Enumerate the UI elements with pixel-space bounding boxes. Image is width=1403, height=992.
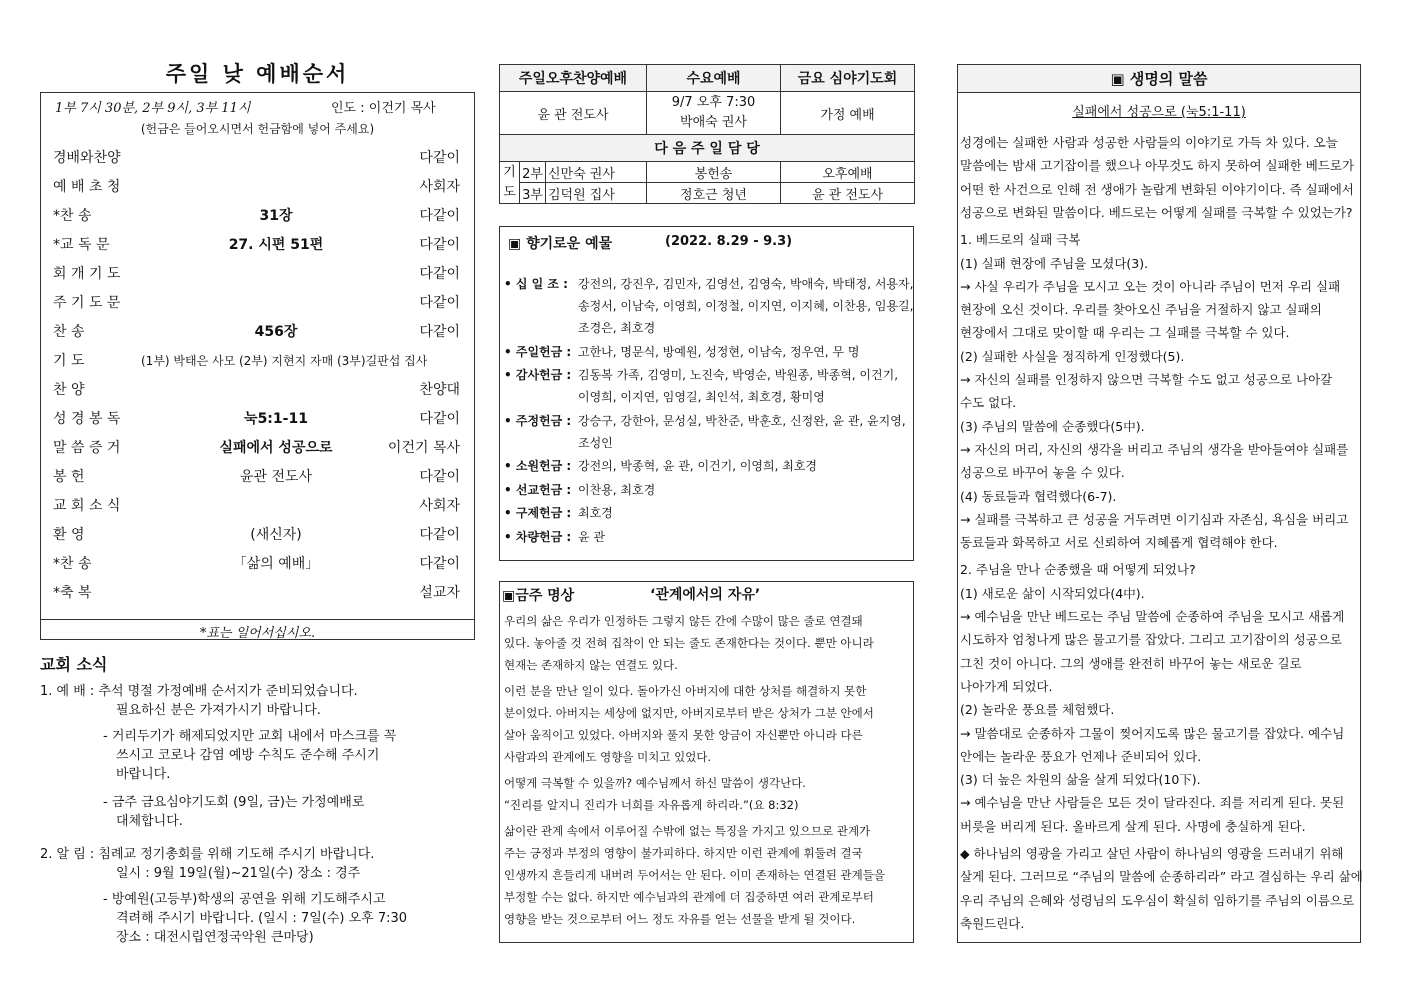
offering-box <box>499 226 914 561</box>
order-row <box>41 524 474 546</box>
order-row <box>41 408 474 430</box>
news-line: 쓰시고 코로나 감염 예방 수칙도 준수해 주시기 <box>116 748 380 763</box>
offering-names-line: 김동복 가족, 김영미, 노진숙, 박영순, 박원종, 박종혁, 이건기, <box>578 368 899 382</box>
word-line: 나아가게 되었다. <box>960 678 1053 694</box>
order-item-name: *교 독 문 <box>53 237 110 253</box>
schedule-header: 금요 심야기도회 <box>781 65 915 92</box>
order-item-content: (1부) 박태은 사모 (2부) 지현지 자매 (3부)길판섭 집사 <box>141 354 428 368</box>
order-item-resp: 다같이 <box>419 208 460 224</box>
offering-title: ▣ 향기로운 예물 <box>508 236 613 252</box>
word-line: 현장에 오신 것이다. 우리를 찾아오신 주님을 거절하지 않고 실패의 <box>960 302 1322 318</box>
order-row <box>41 205 474 227</box>
word-line: 어떤 한 사건으로 인해 전 생애가 놀랍게 변화된 이야기이다. 즉 실패에서 <box>960 181 1354 197</box>
ohu-label: 오후예배 <box>781 162 915 183</box>
schedule-header: 주일오후찬양예배 <box>500 65 647 92</box>
meditation-line: 우리의 삶은 우리가 인정하든 그렇지 않든 간에 수많이 많은 줄로 연결돼 <box>504 614 863 628</box>
offering-label: • 주일헌금 : <box>504 344 572 359</box>
order-row <box>41 553 474 575</box>
offering-names-line: 윤 관 <box>578 529 605 544</box>
order-footer: *표는 일어서십시오. <box>41 619 474 640</box>
bu-cell: 3부 <box>520 183 546 204</box>
offering-label: • 주정헌금 : <box>504 413 572 428</box>
word-line: 우리 주님의 은혜와 성령님의 도우심이 확실히 임하기를 주님의 이름으로 <box>960 892 1355 908</box>
offering-date: (2022. 8.29 - 9.3) <box>665 234 793 249</box>
word-line: 1. 베드로의 실패 극복 <box>960 232 1081 248</box>
word-line: → 자신의 실패를 인정하지 않으면 극복할 수도 없고 성공으로 나아갈 <box>960 372 1333 387</box>
order-item-name: *찬 송 <box>53 556 92 572</box>
order-row <box>41 466 474 488</box>
order-item-name: 회 개 기 도 <box>53 266 121 282</box>
order-item-name: 환 영 <box>53 527 85 543</box>
offering-label: • 십 일 조 : <box>504 277 568 291</box>
order-item-name: 성 경 봉 독 <box>53 411 121 427</box>
news-line: 필요하신 분은 가져가시기 바랍니다. <box>116 703 321 718</box>
word-line: (2) 실패한 사실을 정직하게 인정했다(5). <box>960 348 1185 364</box>
ohu-name: 윤 관 전도사 <box>781 183 915 204</box>
order-leader: 인도 : 이건기 목사 <box>331 101 436 116</box>
word-line: → 예수님을 만난 베드로는 주님 말씀에 순종하여 주님을 모시고 새롭게 <box>960 609 1345 624</box>
order-item-name: 봉 헌 <box>53 469 85 485</box>
word-line: (3) 주님의 말씀에 순종했다(5中). <box>960 418 1145 434</box>
word-line: 축원드린다. <box>960 915 1025 931</box>
meditation-line: 삶이란 관계 속에서 이루어질 수밖에 없는 특징을 가지고 있으므로 관계가 <box>504 824 871 838</box>
news-title: 교회 소식 <box>40 655 108 674</box>
word-line: → 자신의 머리, 자신의 생각을 버리고 주님의 생각을 받아들여야 실패를 <box>960 441 1349 457</box>
order-item-resp: 다같이 <box>419 469 460 485</box>
word-line: → 예수님을 만난 사람들은 모든 것이 달라진다. 죄를 저리게 된다. 못된 <box>960 795 1345 811</box>
news-line: - 방예원(고등부)학생의 공연을 위해 기도해주시고 <box>103 892 386 907</box>
word-title: ▣ 생명의 말씀 <box>958 65 1360 93</box>
word-line: (3) 더 높은 차원의 삶을 살게 되었다(10下). <box>960 772 1201 788</box>
order-row <box>41 292 474 314</box>
order-row <box>41 379 474 401</box>
offering-label: • 선교헌금 : <box>504 482 572 497</box>
meditation-line: 있다. 놓아줄 것 전혀 집착이 안 되는 줄도 존재한다는 것이다. 뿐만 아니라 <box>504 636 874 650</box>
order-box <box>40 92 475 640</box>
gido-cell <box>500 162 520 204</box>
order-item-content: (새신자) <box>250 527 302 543</box>
news-line: 2. 알 림 : 침례교 정기총회를 위해 기도해 주시기 바랍니다. <box>40 847 375 862</box>
order-item-content: 「삶의 예배」 <box>232 556 320 572</box>
schedule-cell: 윤 관 전도사 <box>500 92 647 135</box>
bongheon-label: 봉헌송 <box>647 162 781 183</box>
word-line: → 말씀대로 순종하자 그물이 찢어지도록 많은 물고기를 잡았다. 예수님 <box>960 725 1345 741</box>
order-item-resp: 다같이 <box>419 411 460 427</box>
meditation-paragraph <box>504 772 912 816</box>
offering-names <box>578 341 914 363</box>
offering-names-line: 강승구, 강한아, 문성실, 박찬준, 박훈호, 신정완, 윤 관, 윤지영, <box>578 413 906 428</box>
offering-names-line: 이영희, 이지연, 임영길, 최인석, 최호경, 황미영 <box>578 390 825 404</box>
meditation-line: 인생까지 흔들리게 내버려 두어서는 안 된다. 이미 존재하는 연결된 관계들을 <box>504 868 885 882</box>
word-line: 살게 된다. 그러므로 “주님의 말씀에 순종하리라” 라고 결심하는 우리 삶에 <box>960 869 1363 885</box>
word-line: 수도 없다. <box>960 395 1017 411</box>
offering-names <box>578 273 914 339</box>
order-item-content: 눅5:1-11 <box>244 411 308 427</box>
order-item-content: 실패에서 성공으로 <box>219 440 333 456</box>
news-line: 일시 : 9월 19일(월)~21일(수) 장소 : 경주 <box>116 866 361 881</box>
meditation-paragraph <box>504 680 912 768</box>
offering-names <box>578 364 914 408</box>
order-row <box>41 234 474 256</box>
order-row <box>41 582 474 604</box>
order-item-name: 찬 양 <box>53 382 85 398</box>
bu-cell: 2부 <box>520 162 546 183</box>
word-line: 성경에는 실패한 사람과 성공한 사람들의 이야기로 가득 차 있다. 오늘 <box>960 135 1338 150</box>
news-line: - 거리두기가 해제되었지만 교회 내에서 마스크를 꼭 <box>103 729 397 744</box>
word-line: 성공으로 바꾸어 놓을 수 있다. <box>960 465 1125 481</box>
order-item-resp: 사회자 <box>419 179 460 195</box>
offering-names-line: 고한나, 명문식, 방예원, 성정현, 이남숙, 정우연, 무 명 <box>578 344 860 359</box>
news-line: - 금주 금요심야기도회 (9일, 금)는 가정예배로 <box>103 795 365 810</box>
order-item-content: 윤관 전도사 <box>239 469 313 485</box>
order-times: 1부 7시 30분, 2부 9시, 3부 11시 <box>55 101 251 116</box>
wednesday-leader: 박애숙 권사 <box>680 115 747 130</box>
meditation-line: 주는 긍정과 부정의 영향이 불가피하다. 하지만 이런 관계에 휘둘려 결국 <box>504 846 863 860</box>
meditation-line: “진리를 알지니 진리가 너희를 자유롭게 하리라.”(요 8:32) <box>504 798 799 812</box>
word-line: ◆ 하나님의 영광을 가리고 살던 사람이 하나님의 영광을 드러내기 위해 <box>960 846 1344 861</box>
offering-names-line: 이찬용, 최호경 <box>578 482 656 497</box>
word-line: → 실패를 극복하고 큰 성공을 거두려면 이기심과 자존심, 욕심을 버리고 <box>960 511 1349 527</box>
schedule-cell: 가정 예배 <box>781 92 915 135</box>
order-item-content: 31장 <box>259 208 293 224</box>
order-title: 주일 낮 예배순서 <box>165 62 350 86</box>
news-line: 대체합니다. <box>116 814 183 829</box>
schedule-header: 수요예배 <box>647 65 781 92</box>
order-row <box>41 350 474 372</box>
word-box <box>957 64 1361 943</box>
offering-names <box>578 410 914 454</box>
word-line: 성공으로 변화된 말씀이다. 베드로는 어떻게 실패를 극복할 수 있었는가? <box>960 204 1353 220</box>
order-item-name: *찬 송 <box>53 208 92 224</box>
person-cell: 김덕원 집사 <box>546 183 647 204</box>
word-line: 안에는 놀라운 풍요가 언제나 준비되어 있다. <box>960 748 1202 764</box>
order-item-name: 경배와찬양 <box>53 150 121 166</box>
next-week-title: 다 음 주 일 담 당 <box>500 135 915 162</box>
word-line: (1) 새로운 삶이 시작되었다(4中). <box>960 585 1145 601</box>
offering-names-line: 강전의, 강진우, 김민자, 김영선, 김영숙, 박애숙, 박태정, 서용자, <box>578 277 914 291</box>
offering-label: • 소원헌금 : <box>504 459 572 473</box>
order-row <box>41 321 474 343</box>
order-row <box>41 437 474 459</box>
order-item-resp: 사회자 <box>419 498 460 514</box>
word-line: (1) 실패 현장에 주님을 모셨다(3). <box>960 255 1149 271</box>
word-line: 2. 주님을 만나 순종했을 때 어떻게 되었나? <box>960 562 1196 578</box>
offering-names-line: 송정서, 이남숙, 이영희, 이정철, 이지연, 이지혜, 이찬용, 임용길, <box>578 299 914 313</box>
offering-names <box>578 479 914 501</box>
order-item-name: 말 씀 증 거 <box>53 440 121 456</box>
wednesday-time: 9/7 오후 7:30 <box>671 95 756 110</box>
order-item-resp: 설교자 <box>419 585 460 601</box>
offering-label: • 차량헌금 : <box>504 529 572 544</box>
gido-text: 도 <box>503 184 516 200</box>
bongheon-name: 정호근 청년 <box>647 183 781 204</box>
offering-label: • 감사헌금 : <box>504 368 572 382</box>
schedule-table <box>499 64 915 204</box>
order-item-content: 27. 시편 51편 <box>228 237 324 253</box>
word-subtitle: 실패에서 성공으로 (눅5:1-11) <box>1072 105 1246 120</box>
offering-names-line: 조성인 <box>578 435 613 450</box>
meditation-line: 부정할 수는 없다. 하지만 예수님과의 관계에 더 집중하면 여러 관계로부터 <box>504 890 874 904</box>
offering-names <box>578 502 914 524</box>
order-item-name: 찬 송 <box>53 324 85 340</box>
word-line: 시도하자 엄청나게 많은 물고기를 잡았다. 그리고 고기잡이의 성공으로 <box>960 632 1342 648</box>
meditation-box <box>499 581 914 943</box>
order-item-resp: 다같이 <box>419 295 460 311</box>
offering-names-line: 조경은, 최호경 <box>578 321 656 335</box>
word-line: 말씀에는 밤새 고기잡이를 했으나 아무것도 하지 못하여 실패한 베드로가 <box>960 158 1355 174</box>
order-row <box>41 176 474 198</box>
word-line: 동료들과 화목하고 서로 신뢰하여 지혜롭게 협력해야 한다. <box>960 535 1278 551</box>
meditation-title: ‘관계에서의 자유’ <box>650 587 761 603</box>
meditation-line: 현재는 존재하지 않는 연결도 있다. <box>504 658 678 672</box>
order-item-resp: 다같이 <box>419 237 460 253</box>
offering-names <box>578 455 914 477</box>
order-item-name: 주 기 도 문 <box>53 295 121 311</box>
meditation-paragraph <box>504 820 912 930</box>
offering-names-line: 강전의, 박종혁, 윤 관, 이건기, 이영희, 최호경 <box>578 459 818 473</box>
order-item-name: *축 복 <box>53 585 92 601</box>
meditation-paragraph <box>504 610 912 676</box>
offering-label: • 구제헌금 : <box>504 506 572 520</box>
meditation-line: 이런 분을 만난 일이 있다. 돌아가신 아버지에 대한 상처를 해결하지 못한 <box>504 684 867 698</box>
offering-names <box>578 526 914 548</box>
order-item-content: 456장 <box>254 324 298 340</box>
offering-note: (헌금은 들어오시면서 헌금함에 넣어 주세요) <box>140 122 375 136</box>
order-item-resp: 다같이 <box>419 556 460 572</box>
schedule-cell <box>647 92 781 135</box>
order-row <box>41 147 474 169</box>
order-row <box>41 263 474 285</box>
offering-names-line: 최호경 <box>578 506 613 520</box>
meditation-line: 분이었다. 아버지는 세상에 없지만, 아버지로부터 받은 상처가 그분 안에서 <box>504 706 874 720</box>
word-line: (4) 동료들과 협력했다(6-7). <box>960 488 1117 504</box>
order-item-resp: 다같이 <box>419 150 460 166</box>
order-item-name: 교 회 소 식 <box>53 498 121 514</box>
word-line: 현장에서 그대로 맞이할 때 우리는 그 실패를 극복할 수 있다. <box>960 325 1290 341</box>
news-line: 장소 : 대전시립연정국악원 큰마당) <box>116 930 314 945</box>
order-item-resp: 다같이 <box>419 266 460 282</box>
person-cell: 신만숙 권사 <box>546 162 647 183</box>
order-row <box>41 495 474 517</box>
order-item-resp: 찬양대 <box>419 382 460 398</box>
meditation-line: 어떻게 극복할 수 있을까? 예수님께서 하신 말씀이 생각난다. <box>504 776 806 790</box>
gido-text: 기 <box>503 164 516 180</box>
order-item-resp: 다같이 <box>419 527 460 543</box>
meditation-line: 영향을 받는 것으로부터 어느 정도 자유를 얻는 선물을 받게 될 것이다. <box>504 912 856 926</box>
word-line: 그친 것이 아니다. 그의 생애를 완전히 바꾸어 놓는 새로운 길로 <box>960 655 1302 671</box>
order-item-resp: 다같이 <box>419 324 460 340</box>
meditation-line: 살아 움직이고 있었다. 아버지와 풀지 못한 앙금이 자신뿐만 아니라 다른 <box>504 728 863 742</box>
word-line: (2) 놀라운 풍요를 체험했다. <box>960 702 1115 718</box>
word-line: → 사실 우리가 주님을 모시고 오는 것이 아니라 주님이 먼저 우리 실패 <box>960 278 1341 294</box>
word-line: 버릇을 버리게 된다. 올바르게 살게 된다. 사명에 충실하게 된다. <box>960 818 1306 834</box>
order-item-resp: 이건기 목사 <box>387 440 460 456</box>
order-item-name: 기 도 <box>53 353 85 369</box>
meditation-label: ▣금주 명상 <box>502 588 575 604</box>
news-line: 격려해 주시기 바랍니다. (일시 : 7일(수) 오후 7:30 <box>116 911 408 926</box>
news-line: 바랍니다. <box>116 767 171 782</box>
meditation-line: 사람과의 관계에도 영향을 미치고 있었다. <box>504 750 712 764</box>
order-item-name: 예 배 초 청 <box>53 179 121 195</box>
news-line: 1. 예 배 : 추석 명절 가정예배 순서지가 준비되었습니다. <box>40 684 358 699</box>
